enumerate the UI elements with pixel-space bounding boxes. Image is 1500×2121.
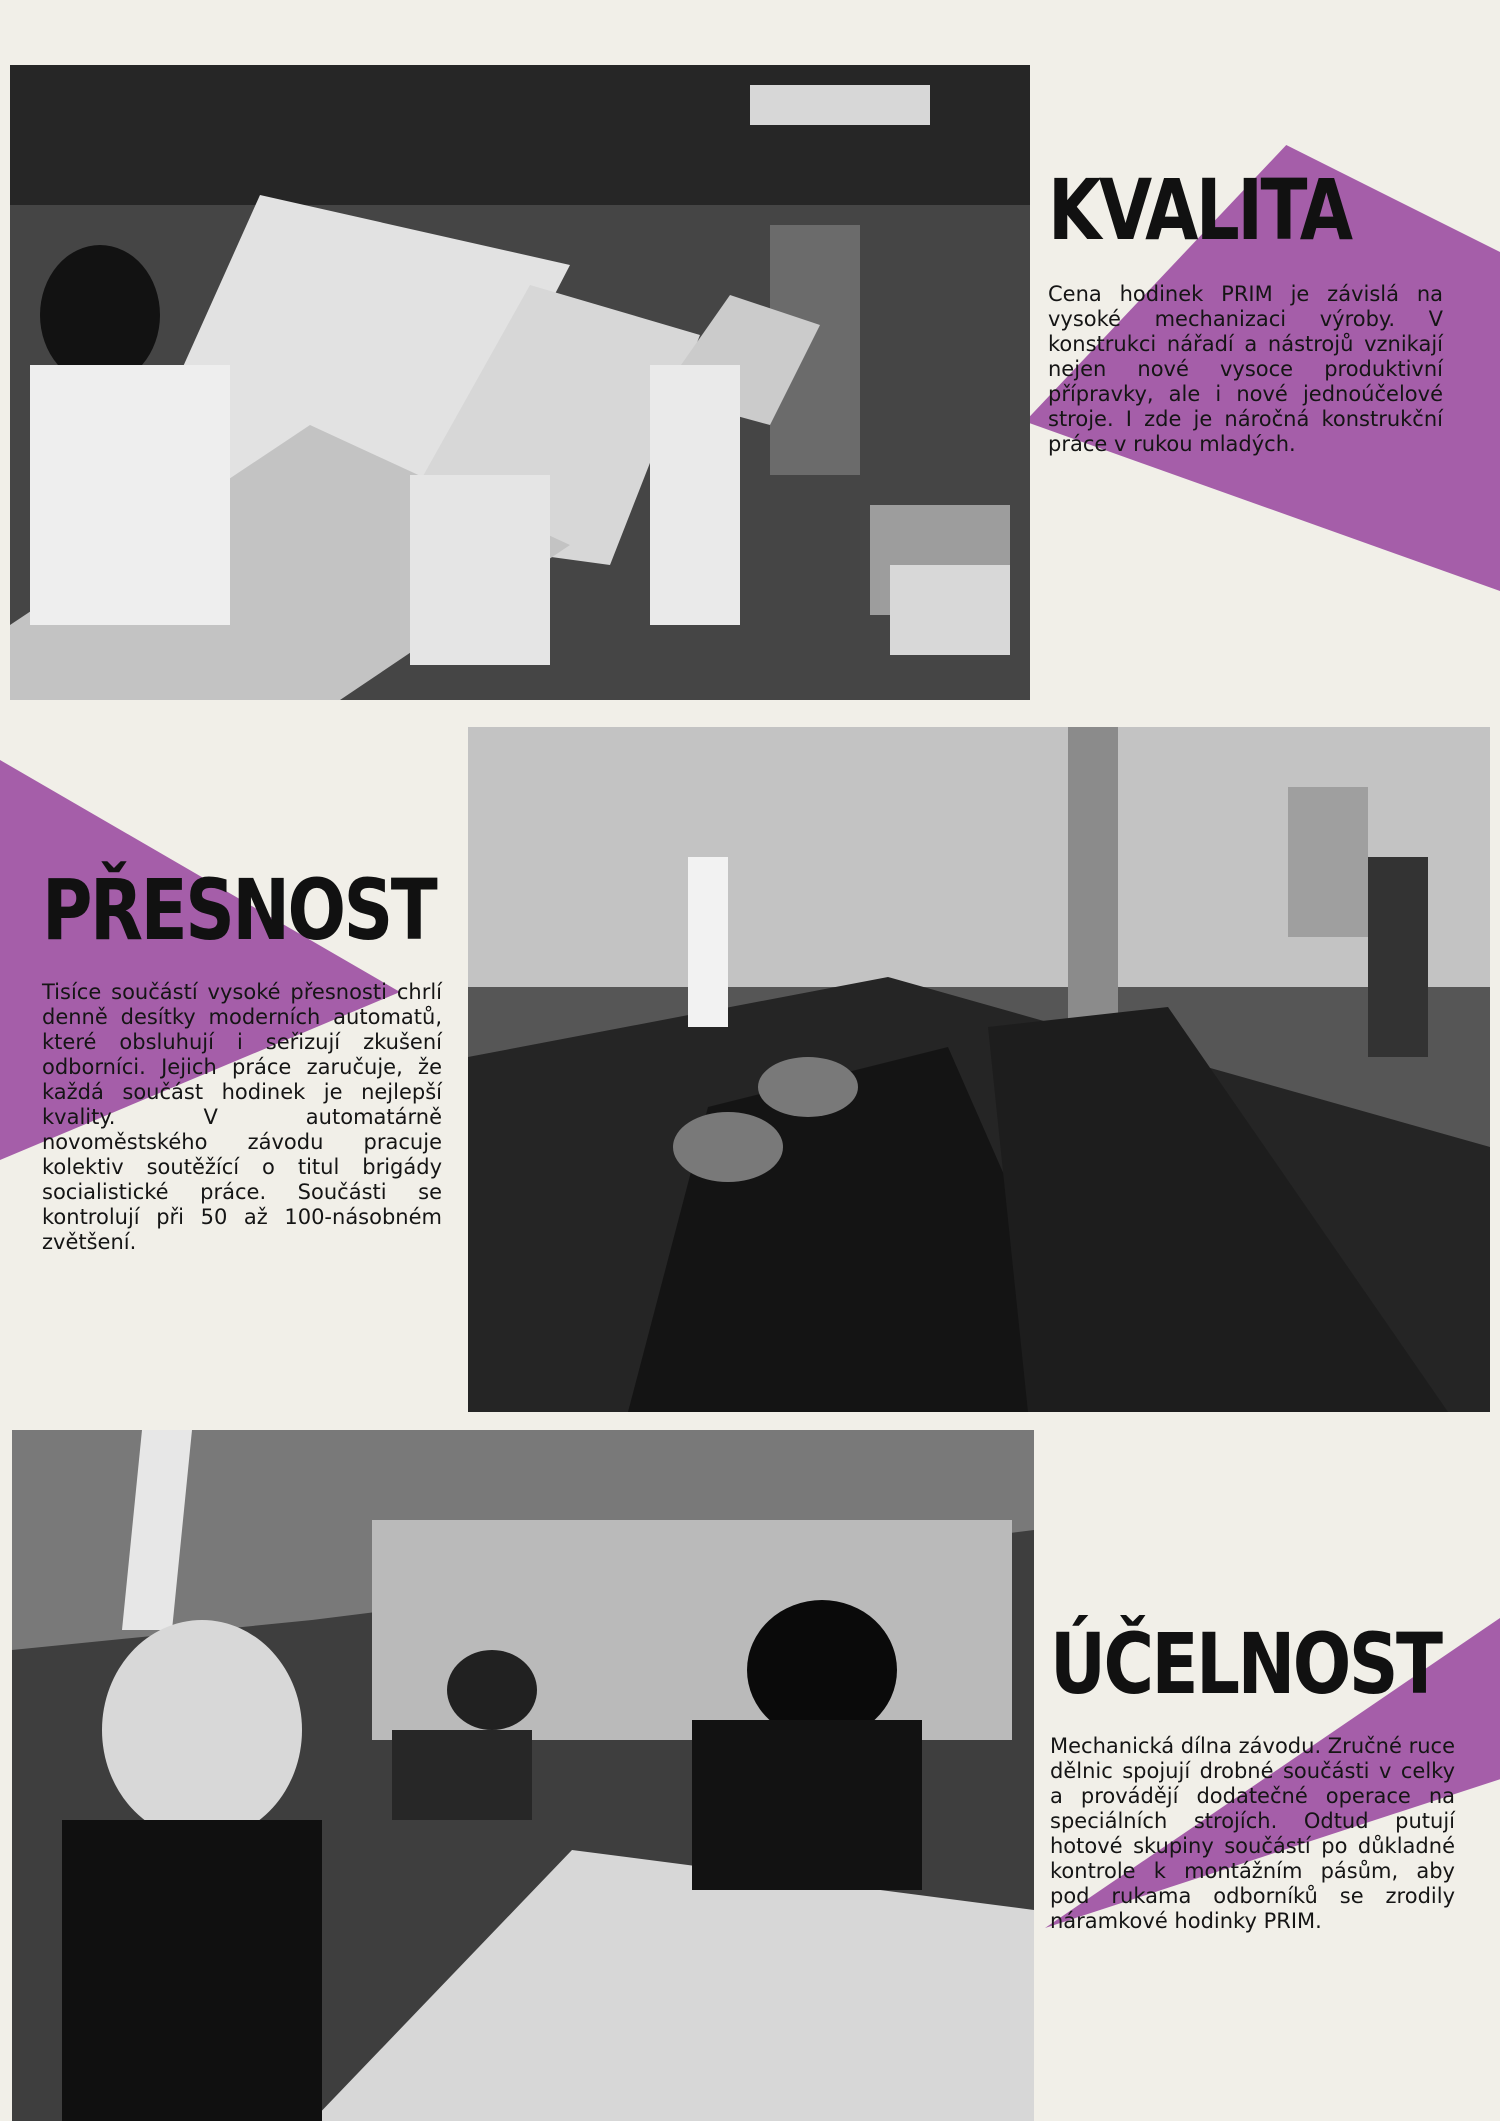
photo-machine-hall bbox=[468, 727, 1490, 1412]
text-ucelnost: Mechanická dílna závodu. Zručné ruce dělnic spojují drobné součásti v celky a provádějí dodatečné operace na speciálních strojích. Odtud putují hotové skupiny součástí po důkladné kontrole k montážním pásům, aby pod rukama odborníků se zrodily náramkové hodinky PRIM. bbox=[1050, 1734, 1455, 1933]
heading-kvalita: KVALITA bbox=[1048, 161, 1351, 259]
photo-drafting-room bbox=[10, 65, 1030, 700]
heading-ucelnost: ÚČELNOST bbox=[1050, 1615, 1441, 1713]
heading-presnost: PŘESNOST bbox=[42, 861, 436, 959]
photo-mechanical-workshop bbox=[12, 1430, 1034, 2121]
text-presnost: Tisíce součástí vysoké přesnosti chrlí denně desítky moderních automatů, které obsluhují i seřizují zkušení odborníci. Jejich práce zaručuje, že každá součást hodinek je nejlepší kvality. V automatárně novoměstského závodu pracuje kolektiv soutěžící o titul brigády socialistické práce. Součásti se kontrolují při 50 až 100-násobném zvětšení. bbox=[42, 980, 442, 1254]
text-kvalita: Cena hodinek PRIM je závislá na vysoké mechanizaci výroby. V konstrukci nářadí a nástrojů vznikají nejen nové vysoce produktivní přípravky, ale i nové jednoúčelové stroje. I zde je náročná konstrukční práce v rukou mladých. bbox=[1048, 282, 1443, 456]
